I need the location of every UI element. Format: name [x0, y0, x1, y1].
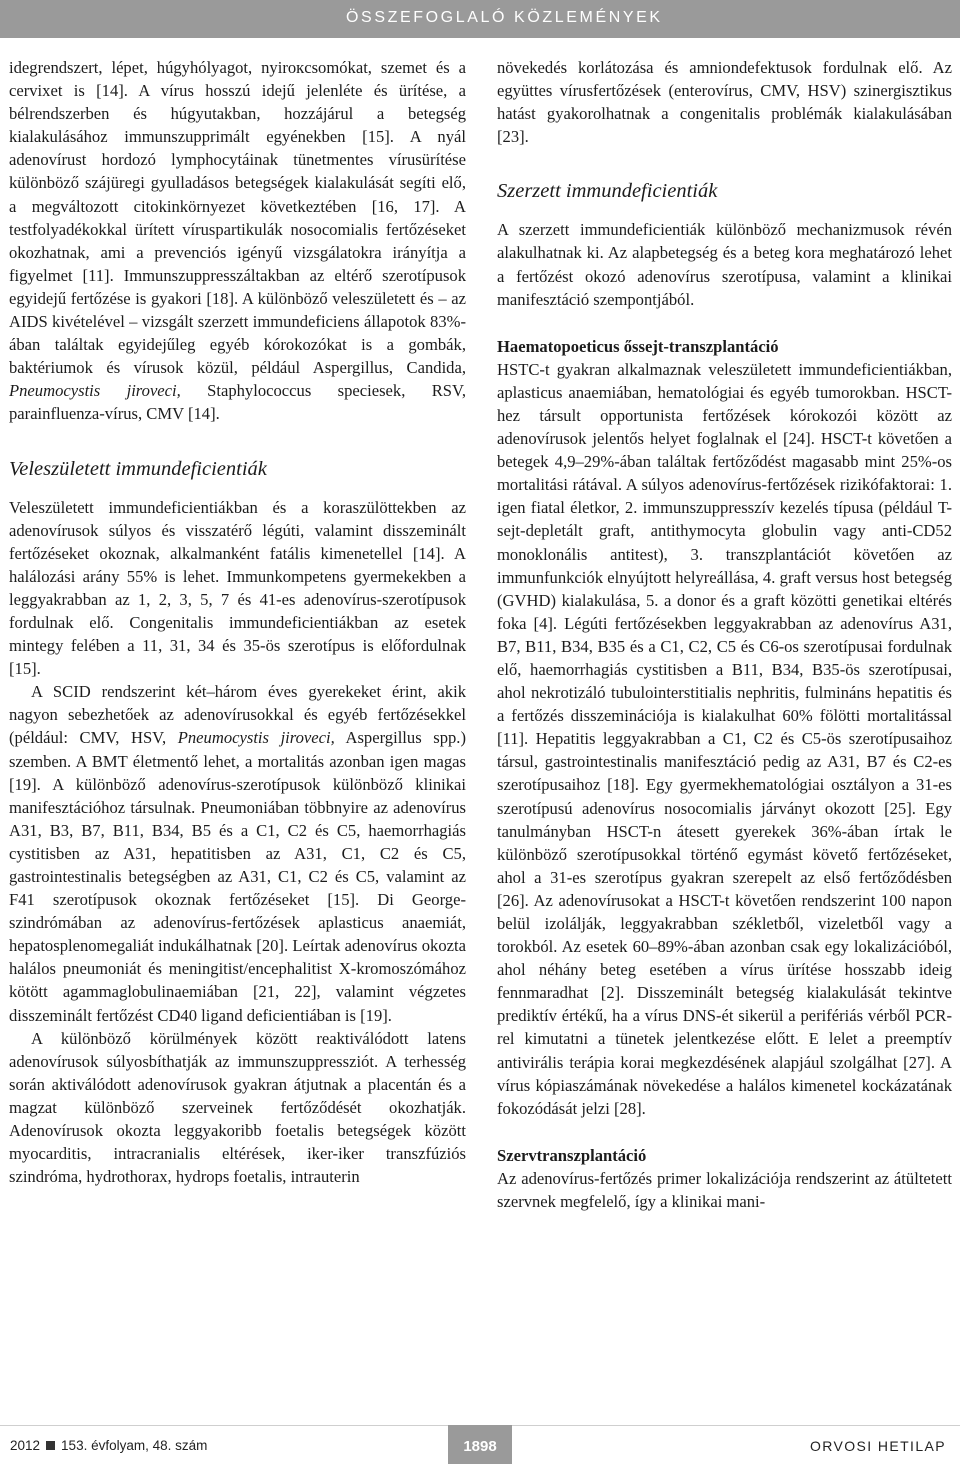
- section-heading: Veleszületett immundeficientiák: [9, 457, 267, 480]
- square-bullet-icon: [46, 1441, 55, 1450]
- paragraph: A SCID rendszerint két–három éves gyerekeket érint, akik nagyon sebezhetőek az adenovírusokkal és egyéb fertőzésekkel (például: CMV, HSV, Pneumocystis jiroveci, Aspergillus spp.) szemben. A BMT életmentő lehet, a mortalitás azonban igen magas [19]. A különböző adenovírus-szerotípusok különböző klinikai manifesztációhoz társulnak. Pneumoniában többnyire az adenovírus A31, B3, B7, B11, B34, B5 és a C1, C2 és C5, haemorrhagiás cystitisben az A31, hepatitisben az A31, C1, C2 és C5, gastrointestinalis betegségben az A31, C1, C2 és C5, valamint az F41 szerotípusok okoznak fertőzéseket [15]. Di George-szindrómában az adenovírus-fertőzések aplasticus anaemiát, hepatosplenomegaliát indukálhatnak [20]. Leírtak adenovírus okozta halálos pneumoniát és meningitist/encephalitist X-kromoszómához kötött agammaglobulinaemiában [21, 22], valamint végzetes disszeminált fertőzést CD40 ligand deficientiában is [19].: [9, 682, 466, 1025]
- footer-issue: [10, 1438, 207, 1453]
- subsection-heading: Szervtranszplantáció: [497, 1145, 647, 1165]
- section-header: ÖSSZEFOGLALÓ KÖZLEMÉNYEK: [346, 9, 663, 26]
- header: [0, 0, 960, 38]
- paragraph: HSTC-t gyakran alkalmaznak veleszületett immundeficientiákban, aplasticus anaemiában, hematológiai és egyéb tumorokban. HSCT-hez társult opportunista fertőzések kórokozói között az adenovírusok jelentős helyet foglalnak el [24]. HSCT-t követően a betegek 4,9–29%-ában találtak fertőződést magasabb mint 25%-os mortalitási rátával. A súlyos adenovírus-fertőzések rizikófaktorai: 1. igen fiatal életkor, 2. immunszuppresszív kezelés típusa (például T-sejt-depletált graft, antithymocyta globulin vagy anti-CD52 monoklonális antitest), 3. transzplantációt követően az immunfunkciók elnyújtott helyreállása, 4. graft versus host betegség (GVHD) kialakulása, 5. a donor és a graft közötti genetikai eltérés foka [4]. Légúti fertőzésekben leggyakrabban az adenovírus A31, B7, B11, B34, B35 és a C1, C2, C5 és C6-os szerotípusai fordulnak elő, haemorrhagiás cystitisben a B11, B34, B35-ös szerotípusai, ahol nekrotizáló tubulointerstitialis nephritis, fulmináns hepatitis és a fertőzés disszeminációja is kialakulhat 60% fölötti mortalitással [11]. Hepatitis leggyakrabban a C1, C2 és C5-ös szerotípusaihoz társul, gastrointestinalis manifesztáció pedig az A31, B7 és C2-es szerotípusaihoz [18]. Egy gyermekhematológiai osztályon a 31-es szerotípusú adenovírus nosocomialis járványt okozott [25]. Egy tanulmányban HSCT-n átesett gyerekek 36%-ában írtak le különböző szerotípusokkal történő egymást követő fertőzéseket, ahol a 31-es szerotípus gyakran szerepelt az első fertőződésben [26]. Az adenovírusokat a HSCT-t követően rendszerint 100 napon belül izolálják, leggyakrabban székletből, vizeletből vagy a torokból. Az esetek 60–89%-ában azonban csak egy lokalizációból, ahol néhány beteg esetében a vírus ürítése hosszabb ideig fennmaradhat [2]. Disszeminált betegség kialakulását tekintve prediktív értékű, ha a vírus DNS-ét sikerül a perifériás vérből PCR-rel kimutatni a tünetek jelentkezése előtt. E lelet a preemptív antivirális terápia korai megkezdésének alapjául szolgálhat [27]. A vírus kópiaszámának növekedése a halálos kimenetel kockázatának fokozódását jelzi [28].: [497, 359, 952, 1118]
- footer: [0, 1425, 960, 1464]
- left-column: [9, 56, 466, 1188]
- page-number: 1898: [448, 1425, 512, 1464]
- paragraph: A különböző körülmények között reaktiválódott latens adenovírusok súlyosbíthatják az immunszuppressziót. A terhesség során aktiválódott adenovírusok gyakran átjutnak a placentán és a magzat különböző szerveinek fertőződését okozhatják. Adenovírusok okozta leggyakoribb foetalis betegségek között myocarditis, intracranialis eltérések, iker-iker transzfúziós szindróma, hydrothorax, hydrops foetalis, intrauterin: [9, 1028, 466, 1187]
- section-heading: Szerzett immundeficientiák: [497, 180, 718, 203]
- paragraph: növekedés korlátozása és amniondefektusok fordulnak elő. Az együttes vírusfertőzések (enterovírus, CMV, HSV) szinergisztikus hatást gyakorolhatnak a congenitalis problémák kialakulásában [23].: [497, 58, 952, 147]
- journal-name: ORVOSI HETILAP: [809, 1438, 946, 1454]
- footer-year: 2012: [10, 1438, 41, 1453]
- subsection-heading: Haematopoeticus őssejt-transzplantáció: [497, 336, 779, 356]
- paragraph: Az adenovírus-fertőzés primer lokalizációja rendszerint az átültetett szervnek megfelelő, így a klinikai mani-: [497, 1168, 952, 1211]
- paragraph: idegrendszert, lépet, húgyhólyagot, nyiroкcsomókat, szemet és a cervixet is [14]. A vírus hosszú idejű jelenléte és ürítése, a bélrendszerben és húgyutakban, hozzájárul a betegség kialakulásához immunszupprimált egyénekben [15]. A nyál adenovírust hordozó lymphocytáinak tünetmentes vírusürítése különböző szájüregi gyulladásos betegségek kialakulását segíti elő, a megváltozott citokinkörnyezet következtében [16, 17]. A testfolyadékokkal ürített víruspartikulák nosocomialis fertőzéseket okozhatnak, ami a prevenciós igényű vizsgálatokra irányítja a figyelmet [11]. Immunszuppresszáltakban az eltérő szerotípusok egyidejű fertőzése is gyakori [18]. A különböző veleszületett és – az AIDS kivételével – vizsgált szerzett immundeficiens állapotok 83%-ában találtak egyidejűleg egyéb kórokozókat is a gombák, baktériumok és vírusok közül, például Aspergillus, Candida, Pneumocystis jiroveci, Staphylococcus speciesek, RSV, parainfluenza-vírus, CMV [14].: [9, 58, 466, 424]
- right-column: [497, 56, 952, 1213]
- paragraph: Veleszületett immundeficientiákban és a koraszülöttekben az adenovírusok súlyos és visszatérő légúti, valamint disszeminált fertőzéseket okoznak, alkalmanként fatális kimenetellel [14]. A halálozási arány 55% is lehet. Immunkompetens gyermekekben a leggyakrabban az 1, 2, 3, 5, 7 és 41-es adenovírus-szerotípusok fordulnak elő. Congenitalis immundeficientiákban az esetek mintegy felében a 11, 31, 34 és 35-ös szerotípus is előfordulnak [15].: [9, 497, 466, 679]
- footer-volume: 153. évfolyam, 48. szám: [61, 1438, 208, 1453]
- paragraph: A szerzett immundeficientiák különböző mechanizmusok révén alakulhatnak ki. Az alapbetegség és a beteg kora meghatározó lehet a fertőzést okozó adenovírus szerotípusa, valamint a klinikai manifesztáció szempontjából.: [497, 220, 952, 309]
